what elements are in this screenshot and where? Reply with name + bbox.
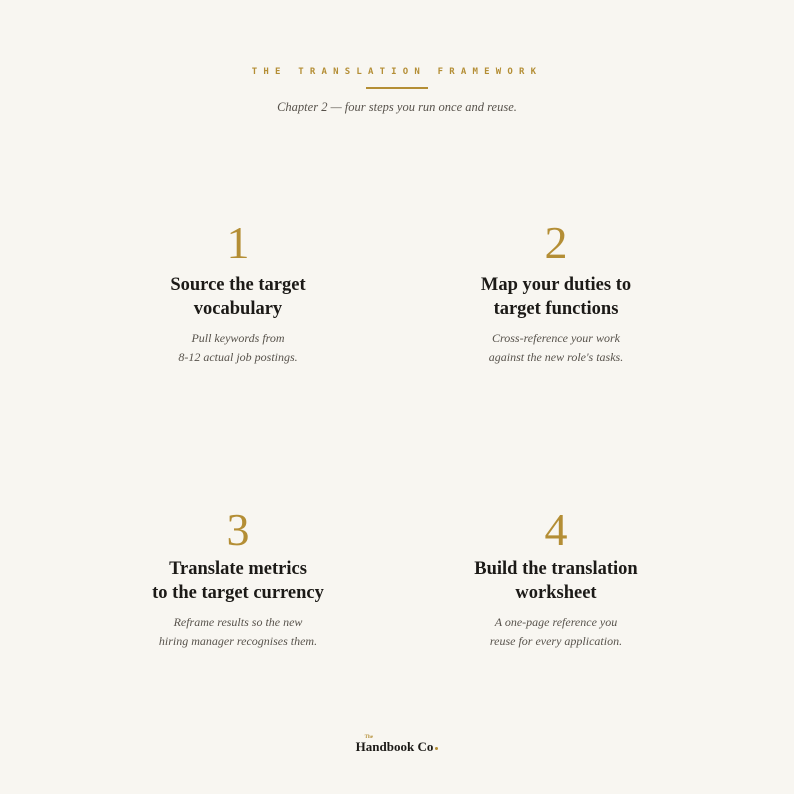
step-description-line: A one-page reference you [494,615,618,629]
step-number: 2 [544,217,568,268]
step-card-4 [406,504,706,651]
step-description [406,613,706,651]
brand-logo [0,735,794,756]
step-description-line: reuse for every application. [489,634,623,648]
chapter-subtitle: Chapter 2 — four steps you run once and reuse. [277,100,517,114]
step-title [88,273,388,321]
eyebrow-divider [366,87,428,89]
step-card-3 [88,504,388,651]
section-eyebrow: THE TRANSLATION FRAMEWORK [251,67,543,77]
step-card-1 [88,217,388,367]
step-title-line: Build the translation [474,559,638,579]
step-title-line: worksheet [515,583,597,603]
step-description-line: 8-12 actual job postings. [178,350,298,364]
logo-wordmark [355,735,439,755]
step-number: 1 [226,217,250,268]
step-title [88,557,388,605]
logo-text: Handbook Co [355,739,434,754]
step-description [88,329,388,367]
step-title [406,273,706,321]
step-description-line: Reframe results so the new [173,615,303,629]
step-description-line: Pull keywords from [191,331,285,345]
step-title [406,557,706,605]
step-title-line: to the target currency [152,583,324,603]
logo-small-text: The [364,735,373,740]
step-description-line: Cross-reference your work [492,331,620,345]
step-title-line: Map your duties to [480,275,632,295]
step-description [88,613,388,651]
step-description-line: against the new role's tasks. [488,350,624,364]
logo-dot-icon [435,747,438,750]
step-title-line: Translate metrics [169,559,307,579]
step-description [406,329,706,367]
step-title-line: vocabulary [193,299,283,319]
step-title-line: target functions [493,299,619,319]
step-number: 3 [226,504,250,555]
step-description-line: hiring manager recognises them. [158,634,318,648]
step-number: 4 [544,504,568,555]
step-title-line: Source the target [170,275,306,295]
step-card-2 [406,217,706,367]
